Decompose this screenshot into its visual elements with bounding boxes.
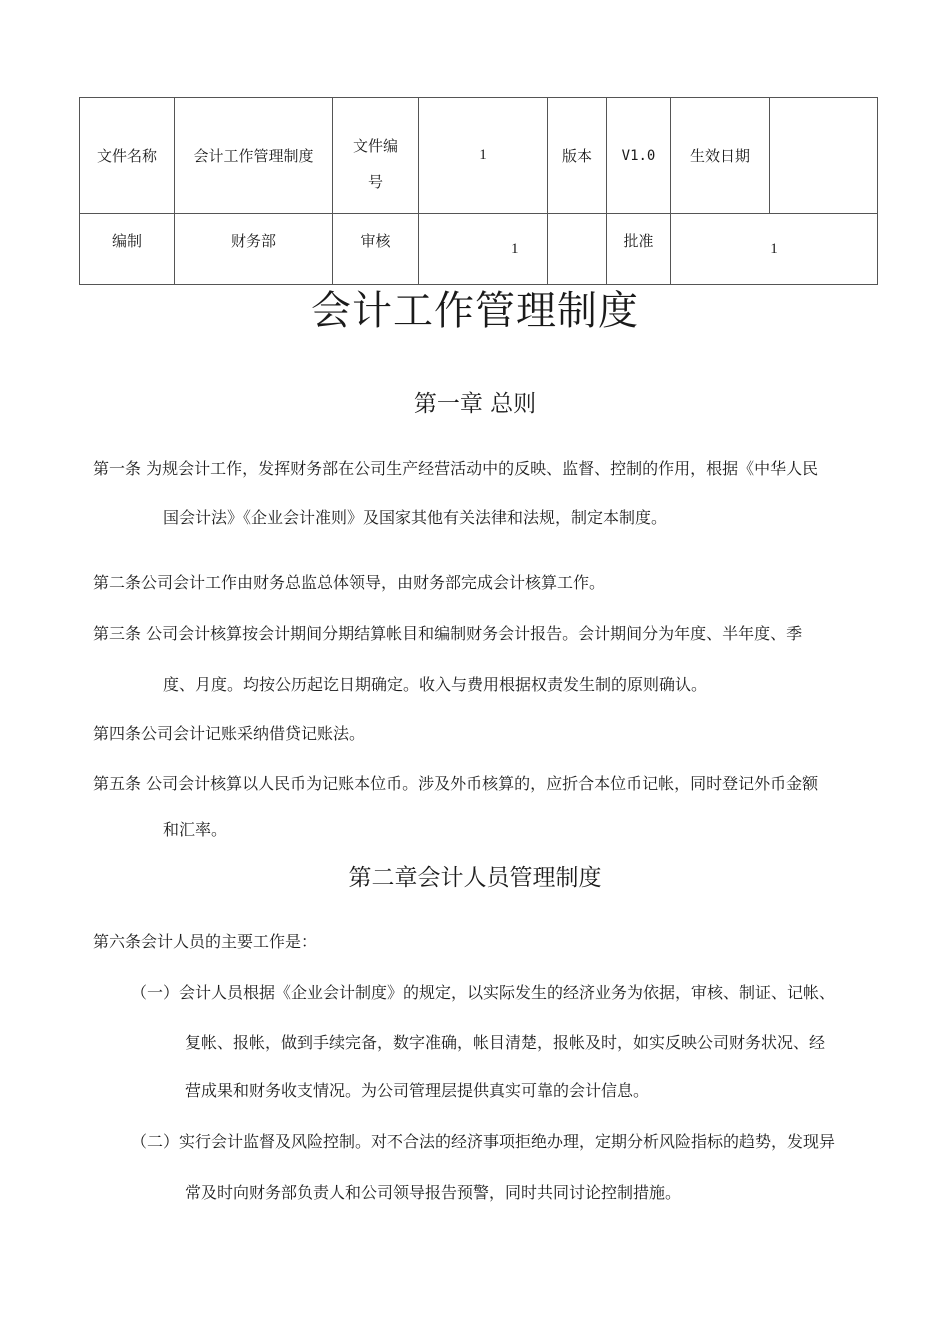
article-5-line-1: 第五条 公司会计核算以人民币为记账本位币。涉及外币核算的，应折合本位币记帐，同时登记外币金额 bbox=[93, 774, 819, 793]
file-name-label: 文件名称 bbox=[80, 98, 175, 214]
info-row-2 bbox=[80, 214, 878, 285]
item-1-line-1: （一）会计人员根据《企业会计制度》的规定，以实际发生的经济业务为依据，审核、制证、记帐、 bbox=[131, 983, 836, 1002]
effective-date-label: 生效日期 bbox=[671, 98, 770, 214]
approve-label: 批准 bbox=[607, 214, 671, 285]
prepared-by-value: 财务部 bbox=[175, 214, 333, 285]
item-2-line-2: 常及时向财务部负责人和公司领导报告预警，同时共同讨论控制措施。 bbox=[185, 1183, 682, 1202]
article-1-line-1: 第一条 为规会计工作，发挥财务部在公司生产经营活动中的反映、监督、控制的作用，根据《中华人民 bbox=[93, 459, 819, 478]
article-4-line-1: 第四条公司会计记账采纳借贷记账法。 bbox=[93, 724, 366, 743]
review-value-text: 1 bbox=[511, 240, 519, 257]
file-number-label-line2: 号 bbox=[367, 172, 383, 191]
file-number-label bbox=[333, 98, 419, 214]
article-1-line-2: 国会计法》《企业会计准则》及国家其他有关法律和法规，制定本制度。 bbox=[163, 508, 668, 527]
item-1-line-2: 复帐、报帐，做到手续完备，数字准确，帐目清楚，报帐及时，如实反映公司财务状况、经 bbox=[185, 1033, 826, 1052]
article-2-line-1: 第二条公司会计工作由财务总监总体领导，由财务部完成会计核算工作。 bbox=[93, 573, 606, 592]
item-2-line-1: （二）实行会计监督及风险控制。对不合法的经济事项拒绝办理，定期分析风险指标的趋势，发现异 bbox=[131, 1132, 836, 1151]
review-label: 审核 bbox=[333, 214, 419, 285]
effective-date-value bbox=[770, 98, 878, 214]
version-value: V1.0 bbox=[607, 98, 671, 214]
prepared-by-label: 编制 bbox=[80, 214, 175, 285]
chapter-1-heading: 第一章 总则 bbox=[413, 391, 537, 417]
version-label: 版本 bbox=[548, 98, 607, 214]
chapter-2-heading: 第二章会计人员管理制度 bbox=[348, 865, 602, 891]
info-row-1 bbox=[80, 98, 878, 214]
article-3-line-2: 度、月度。均按公历起讫日期确定。收入与费用根据权责发生制的原则确认。 bbox=[163, 675, 708, 694]
article-6-line-1: 第六条会计人员的主要工作是： bbox=[93, 932, 318, 951]
document-info-table bbox=[79, 97, 878, 285]
review-extra-cell bbox=[548, 214, 607, 285]
item-1-line-3: 营成果和财务收支情况。为公司管理层提供真实可靠的会计信息。 bbox=[185, 1081, 650, 1100]
article-5-line-2: 和汇率。 bbox=[163, 820, 228, 839]
file-number-value: 1 bbox=[419, 98, 548, 214]
file-number-label-line1: 文件编 bbox=[352, 136, 398, 155]
document-title: 会计工作管理制度 bbox=[311, 288, 639, 334]
approve-value: 1 bbox=[671, 214, 878, 285]
article-3-line-1: 第三条 公司会计核算按会计期间分期结算帐目和编制财务会计报告。会计期间分为年度、半年度、季 bbox=[93, 624, 803, 643]
file-name-value: 会计工作管理制度 bbox=[175, 98, 333, 214]
review-value bbox=[419, 214, 548, 285]
